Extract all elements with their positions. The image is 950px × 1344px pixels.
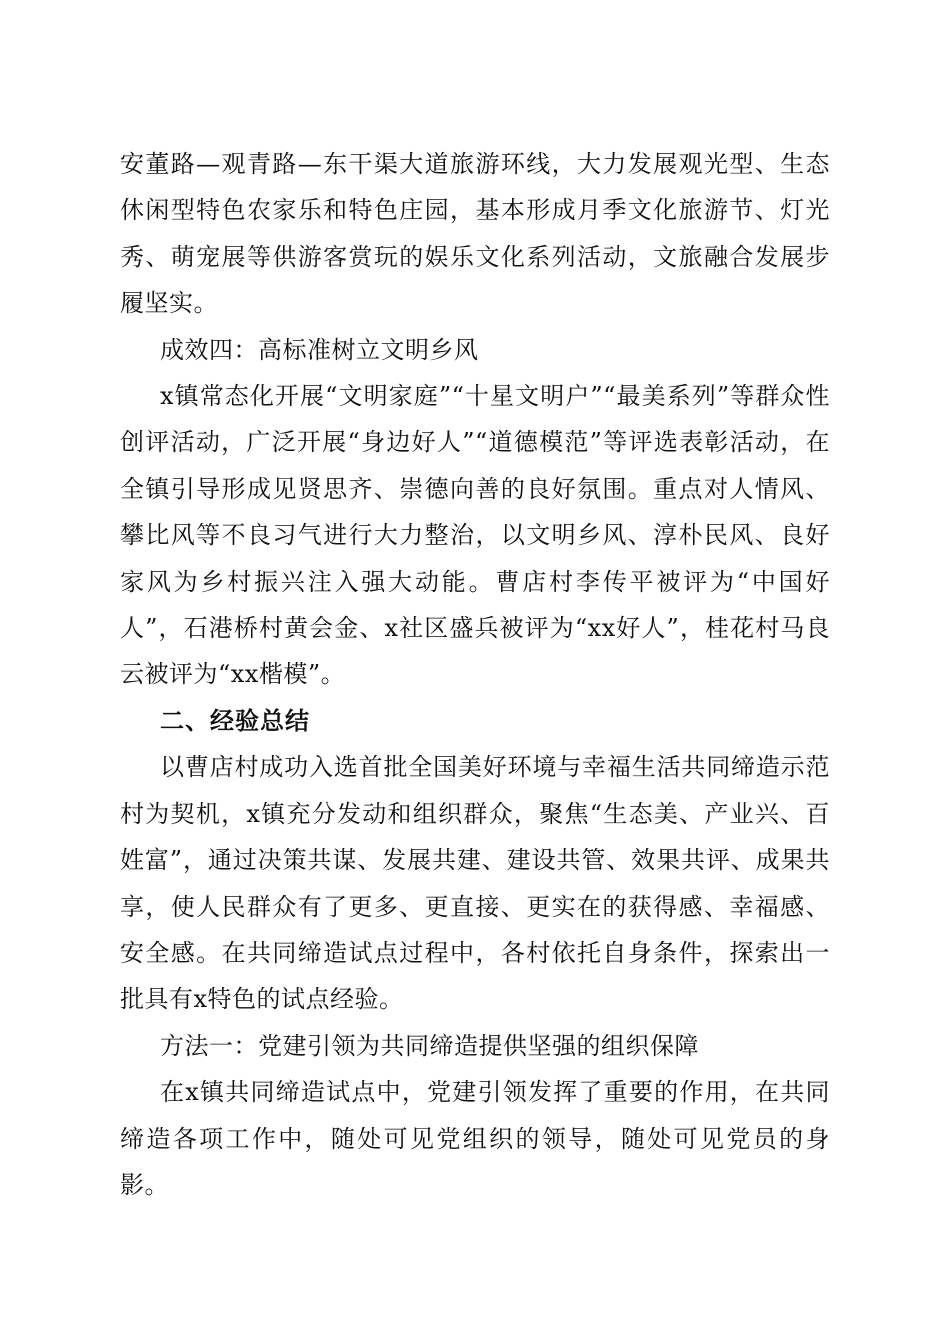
paragraph-party-leadership: 在x镇共同缔造试点中，党建引领发挥了重要的作用，在共同缔造各项工作中，随处可见党组织的领导，随处可见党员的身影。: [120, 1078, 830, 1199]
subheading-result-four: 成效四：高标准树立文明乡风: [160, 335, 479, 364]
paragraph-civilized-customs: x镇常态化开展“文明家庭”“十星文明户”“最美系列”等群众性创评活动，广泛开展“身边好人”“道德模范”等评选表彰活动，在全镇引导形成见贤思齐、崇德向善的良好氛围。重点对人情风、攀比风等不良习气进行大力整治，以文明乡风、淳朴民风、良好家风为乡村振兴注入强大动能。曹店村李传平被评为“中国好人”，石港桥村黄会金、x社区盛兵被评为“xx好人”，桂花村马良云被评为“xx楷模”。: [120, 382, 830, 689]
document-body: [120, 141, 830, 1208]
subheading-method-one: 方法一：党建引领为共同缔造提供坚强的组织保障: [160, 1031, 699, 1060]
section-heading-experience-summary: 二、经验总结: [160, 706, 310, 735]
paragraph-tourism-loop: 安董路—观青路—东干渠大道旅游环线，大力发展观光型、生态休闲型特色农家乐和特色庄园，基本形成月季文化旅游节、灯光秀、萌宠展等供游客赏玩的娱乐文化系列活动，文旅融合发展步履坚实。: [120, 150, 830, 318]
paragraph-co-creation-pilot: 以曹店村成功入选首批全国美好环境与幸福生活共同缔造示范村为契机，x镇充分发动和组织群众，聚焦“生态美、产业兴、百姓富”，通过决策共谋、发展共建、建设共管、效果共评、成果共享，使人民群众有了更多、更直接、更实在的获得感、幸福感、安全感。在共同缔造试点过程中，各村依托自身条件，探索出一批具有x特色的试点经验。: [120, 753, 830, 1014]
